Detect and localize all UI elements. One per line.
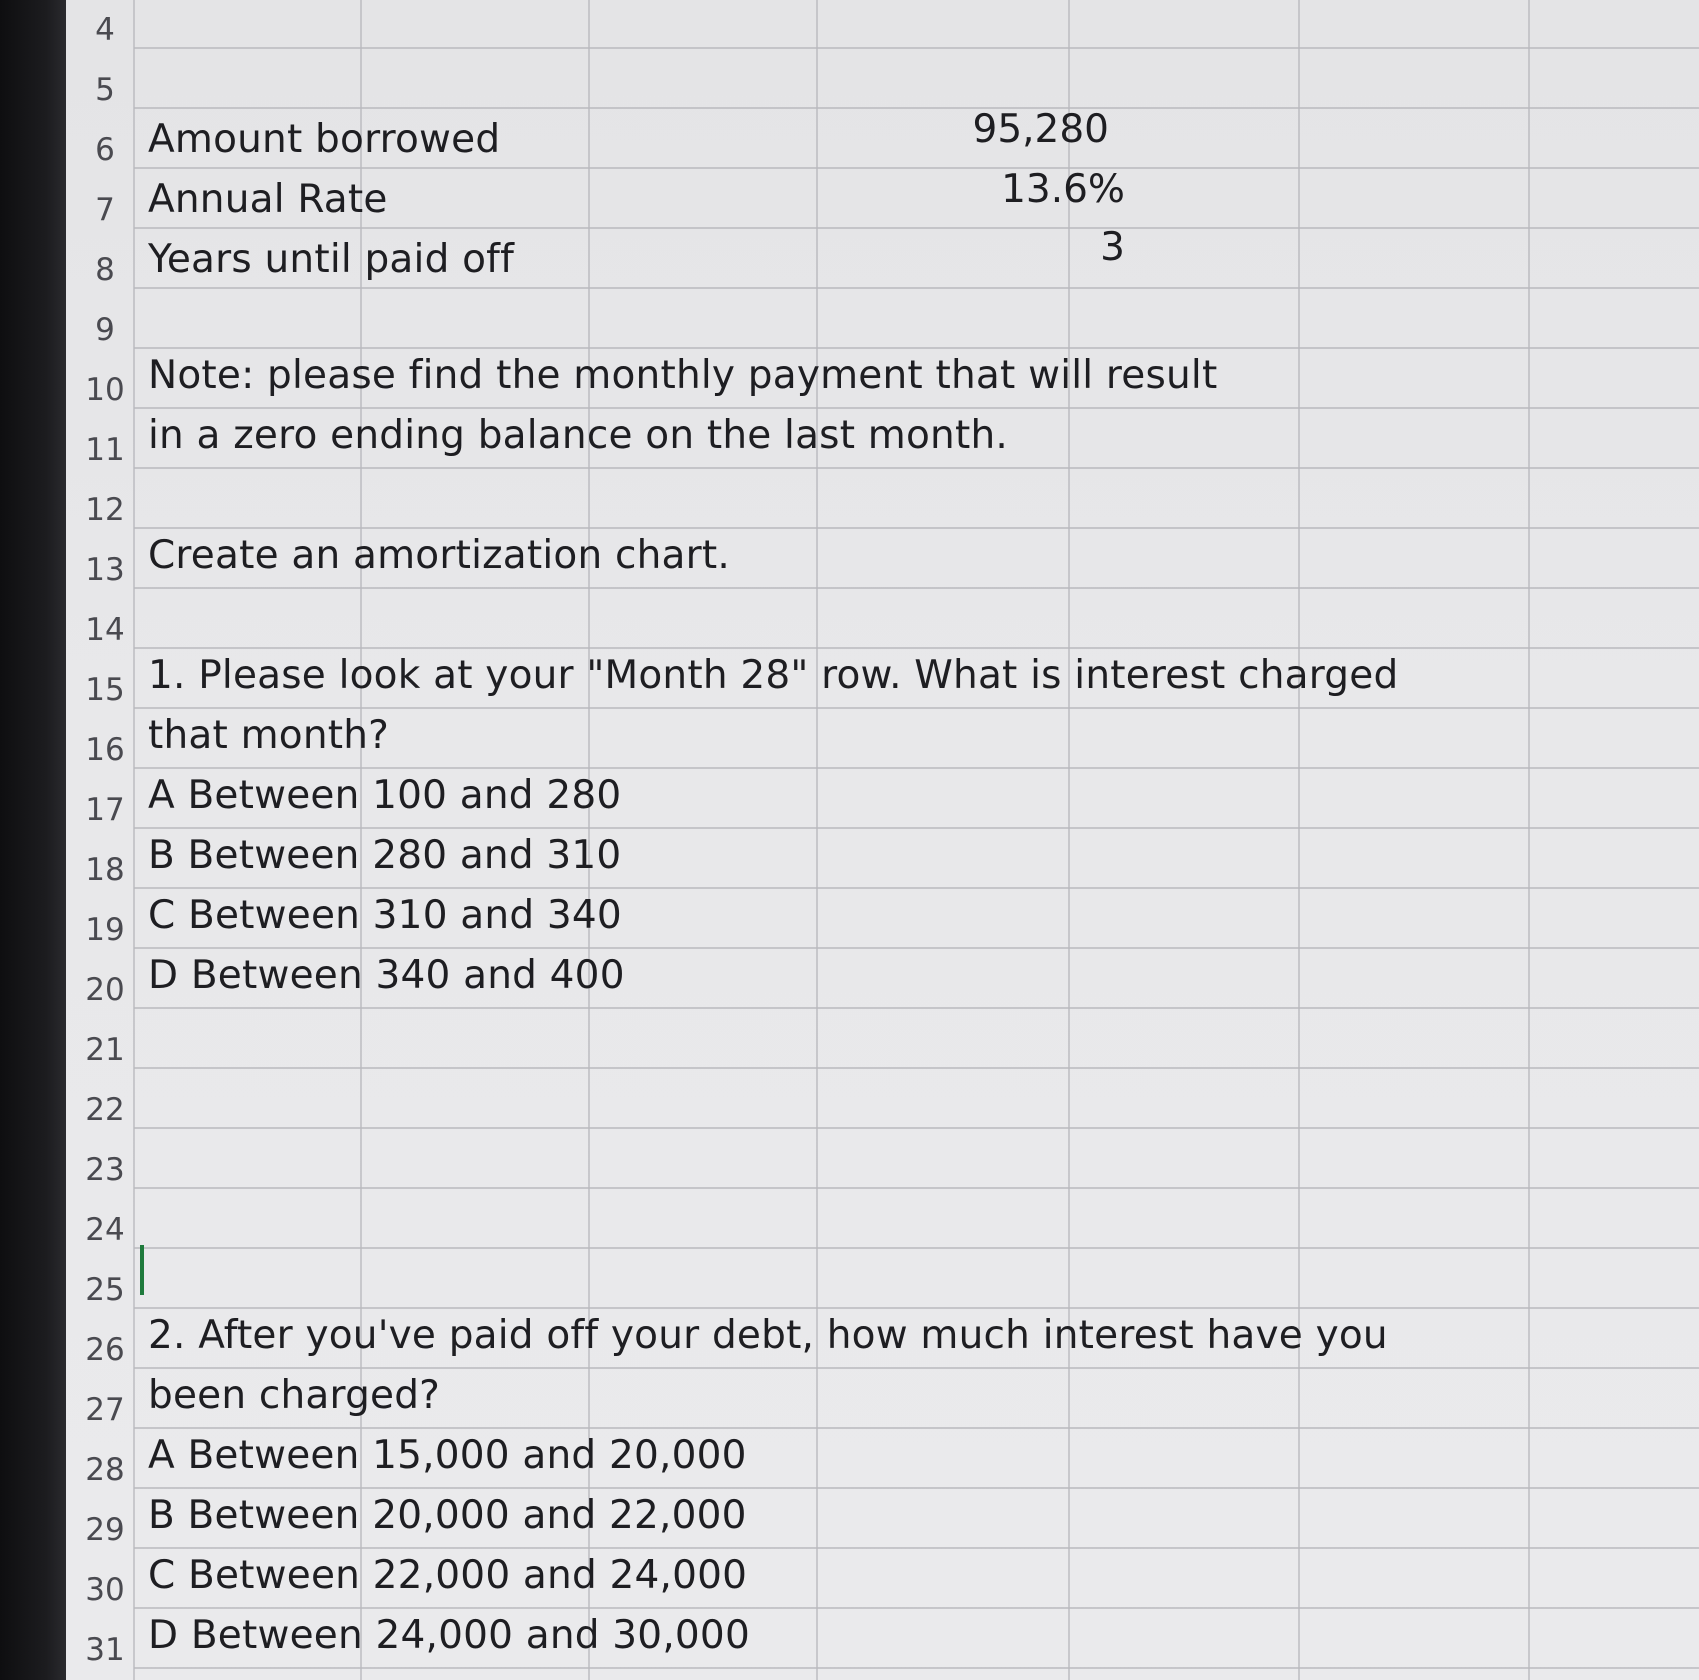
row-header[interactable]: 5 (95, 72, 115, 108)
row-header[interactable]: 13 (85, 552, 125, 588)
cell-instruction[interactable]: Create an amortization chart. (148, 533, 730, 578)
row-header[interactable]: 7 (95, 192, 115, 228)
spreadsheet-grid[interactable] (66, 0, 1699, 1680)
row-header[interactable]: 25 (85, 1272, 125, 1308)
row-header[interactable]: 24 (85, 1212, 125, 1248)
row-header[interactable]: 16 (85, 732, 125, 768)
row-header[interactable]: 18 (85, 852, 125, 888)
row-header[interactable]: 20 (85, 972, 125, 1008)
row-header[interactable]: 10 (85, 372, 125, 408)
row-header[interactable]: 29 (85, 1512, 125, 1548)
cell-question-1-line-2[interactable]: that month? (148, 713, 390, 758)
cell-years-until-paid-off-label[interactable]: Years until paid off (148, 237, 515, 282)
cell-question-1-line-1[interactable]: 1. Please look at your "Month 28" row. What is interest charged (148, 653, 1399, 698)
cell-question-1-option-d[interactable]: D Between 340 and 400 (148, 953, 625, 998)
cell-question-2-line-1[interactable]: 2. After you've paid off your debt, how much interest have you (148, 1313, 1388, 1358)
cell-annual-rate-value[interactable]: 13.6% (1001, 167, 1125, 212)
cell-question-1-option-a[interactable]: A Between 100 and 280 (148, 773, 622, 818)
cell-question-1-option-b[interactable]: B Between 280 and 310 (148, 833, 622, 878)
row-header[interactable]: 22 (85, 1092, 125, 1128)
row-header[interactable]: 28 (85, 1452, 125, 1488)
cell-question-2-option-b[interactable]: B Between 20,000 and 22,000 (148, 1493, 747, 1538)
cell-note-line-2[interactable]: in a zero ending balance on the last month. (148, 413, 1008, 458)
row-header[interactable]: 8 (95, 252, 115, 288)
cell-question-2-option-a[interactable]: A Between 15,000 and 20,000 (148, 1433, 747, 1478)
cell-note-line-1[interactable]: Note: please find the monthly payment that will result (148, 353, 1218, 398)
row-header[interactable]: 30 (85, 1572, 125, 1608)
row-header[interactable]: 9 (95, 312, 115, 348)
row-header[interactable]: 14 (85, 612, 125, 648)
row-header[interactable]: 11 (85, 432, 125, 468)
cell-question-2-line-2[interactable]: been charged? (148, 1373, 441, 1418)
row-header[interactable]: 26 (85, 1332, 125, 1368)
cell-amount-borrowed-label[interactable]: Amount borrowed (148, 117, 501, 162)
row-header[interactable]: 31 (85, 1632, 125, 1668)
row-header[interactable]: 15 (85, 672, 125, 708)
cell-years-until-paid-off-value[interactable]: 3 (1100, 225, 1125, 270)
cell-question-2-option-c[interactable]: C Between 22,000 and 24,000 (148, 1553, 748, 1598)
row-header[interactable]: 4 (95, 12, 115, 48)
cell-question-2-option-d[interactable]: D Between 24,000 and 30,000 (148, 1613, 750, 1658)
row-header[interactable]: 19 (85, 912, 125, 948)
screen-bezel (0, 0, 66, 1680)
row-header[interactable]: 23 (85, 1152, 125, 1188)
cell-annual-rate-label[interactable]: Annual Rate (148, 177, 388, 222)
row-header[interactable]: 6 (95, 132, 115, 168)
cell-amount-borrowed-value[interactable]: 95,280 (972, 107, 1109, 152)
row-header[interactable]: 17 (85, 792, 125, 828)
row-header[interactable]: 12 (85, 492, 125, 528)
row-header[interactable]: 27 (85, 1392, 125, 1428)
active-cell-indicator[interactable] (140, 1245, 144, 1295)
row-header[interactable]: 21 (85, 1032, 125, 1068)
cell-question-1-option-c[interactable]: C Between 310 and 340 (148, 893, 622, 938)
